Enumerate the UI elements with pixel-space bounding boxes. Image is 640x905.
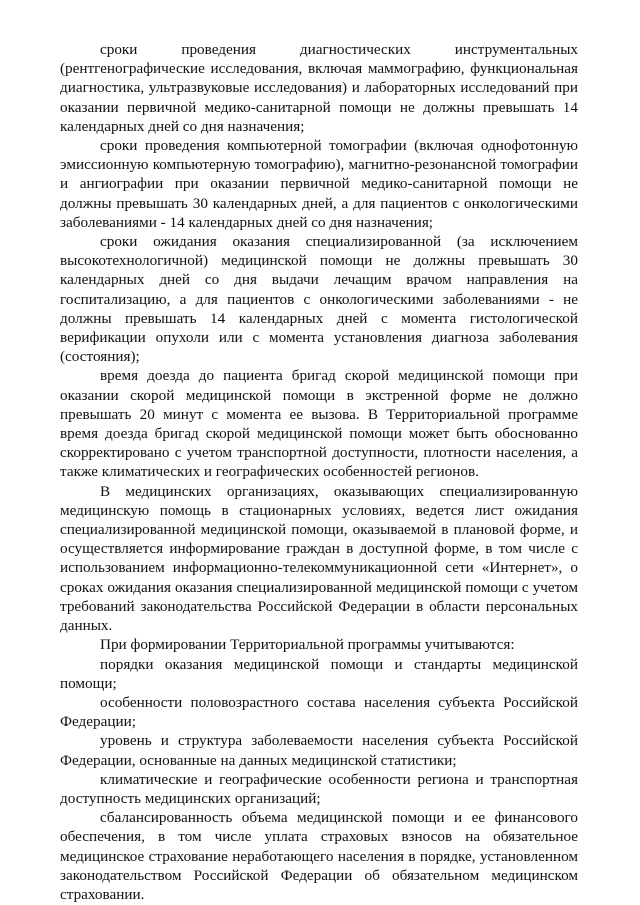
list-item-population-structure: особенности половозрастного состава населения субъекта Российской Федерации;: [60, 693, 578, 731]
paragraph-program-factors-intro: При формировании Территориальной программы учитываются:: [100, 636, 515, 654]
paragraph-tomography-deadlines: сроки проведения компьютерной томографии (включая однофотонную эмиссионную компьютерную томографию), магнитно-резонансной томографии и ангиографии при оказании первичной медико-санитарной помощи не должны превышать 30 календарных дней, а для пациентов с онкологическими заболеваниями - 14 календарных дней со дня назначения;: [60, 137, 578, 231]
list-item-care-procedures: порядки оказания медицинской помощи и стандарты медицинской помощи;: [60, 655, 578, 692]
paragraph-waiting-list: В медицинских организациях, оказывающих специализированную медицинскую помощь в стационарных условиях, ведется лист ожидания специализированной медицинской помощи, оказываемой в плановой форме, и осуществляется информирование граждан в доступной форме, в том числе с использованием информационно-телекоммуникационной сети «Интернет», о сроках ожидания оказания специализированной медицинской помощи с учетом требований законодательства Российской Федерации в области персональных данных.: [60, 482, 578, 635]
paragraph-ambulance-arrival-time: время доезда до пациента бригад скорой медицинской помощи при оказании скорой медицинской помощи в экстренной форме не должно превышать 20 минут с момента ее вызова. В Территориальной программе время доезда бригад скорой медицинской помощи может быть обоснованно скорректировано с учетом транспортной доступности, плотности населения, а также климатических и географических особенностей регионов.: [60, 367, 578, 481]
paragraph-diagnostics-deadlines: сроки проведения диагностических инструментальных (рентгенографические исследования, включая маммографию, функциональная диагностика, ультразвуковые исследования) и лабораторных исследований при оказании первичной медико-санитарной помощи не должны превышать 14 календарных дней со дня назначения;: [60, 41, 578, 135]
list-item-morbidity: уровень и структура заболеваемости населения субъекта Российской Федерации, основанные на данных медицинской статистики;: [60, 732, 578, 769]
document-page: [60, 40, 578, 904]
list-item-climate-geography: климатические и географические особенности региона и транспортная доступность медицинских организаций;: [60, 770, 578, 807]
paragraph-specialized-care-waiting: сроки ожидания оказания специализированной (за исключением высокотехнологичной) медицинской помощи не должны превышать 30 календарных дней со дня выдачи лечащим врачом направления на госпитализацию, а для пациентов с онкологическими заболеваниями - не должны превышать 14 календарных дней с момента гистологической верификации опухоли или с момента установления диагноза заболевания (состояния);: [60, 233, 578, 366]
list-item-financial-balance: сбалансированность объема медицинской помощи и ее финансового обеспечения, в том числе уплата страховых взносов на обязательное медицинское страхование неработающего населения в порядке, установленном законодательством Российской Федерации об обязательном медицинском страховании.: [60, 809, 578, 903]
